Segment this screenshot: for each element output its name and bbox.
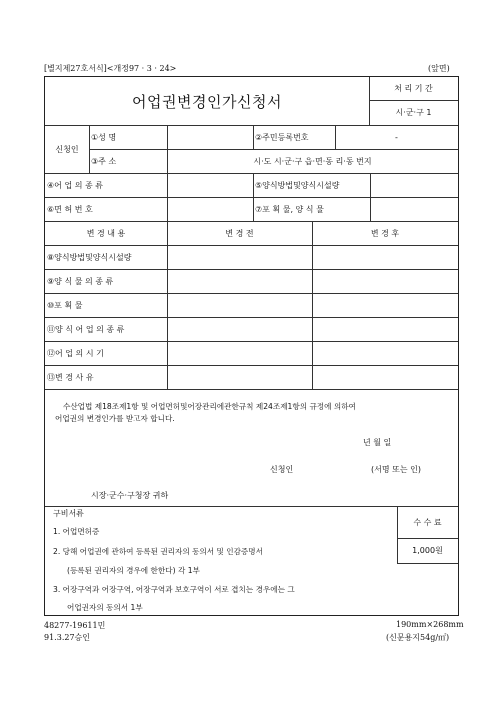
change-row-label: ⑬변 경 사 유 — [47, 372, 94, 382]
declaration-line-1: 수산업법 제18조제1항 및 어업면허및어장관리에관한규칙 제24조제1항의 규정에 의하여 — [63, 402, 356, 411]
document-item: (등록된 권리자의 경우에 한한다) 각 1부 — [67, 566, 200, 575]
change-after-header: 변 경 후 — [370, 228, 400, 238]
footer-approval: 91.3.27승인 — [44, 633, 90, 642]
divider — [45, 389, 458, 390]
name-field[interactable] — [168, 125, 253, 149]
fishery-type-field[interactable] — [168, 173, 253, 197]
footer-size: 190mm×268mm — [396, 620, 464, 629]
fee-value: 1,000원 — [412, 546, 443, 555]
footer-paper: (신문용지54g/㎡) — [386, 633, 450, 642]
catch-label: ⑦포 획 물, 양 식 물 — [255, 204, 324, 214]
change-row-label: ⑩포 획 물 — [47, 300, 83, 310]
address-label: ③주 소 — [91, 156, 117, 166]
change-row-label: ⑫어 업 의 시 기 — [47, 348, 104, 358]
date-line[interactable]: 년 월 일 — [363, 438, 392, 447]
change-row-label: ⑧양식방법및양식시설량 — [47, 252, 132, 262]
footer-code: 48277-19611민 — [44, 621, 106, 630]
license-number-field[interactable] — [168, 197, 253, 221]
applicant-sign-label: 신청인 — [270, 465, 294, 474]
applicant-section-label: 신청인 — [55, 144, 79, 154]
form-number: [별지제27호서식]<개정97 · 3 · 24> — [44, 64, 177, 73]
document-item: 2. 당해 어업권에 관하여 등록된 권리자의 동의서 및 인감증명서 — [53, 547, 263, 556]
processing-period-label: 처 리 기 간 — [394, 84, 433, 93]
method-label: ⑤양식방법및양식시설량 — [255, 180, 340, 190]
document-item: 3. 어장구역과 어장구역, 어장구역과 보호구역이 서로 겹치는 경우에는 그 — [53, 585, 295, 594]
rrn-field[interactable]: - — [395, 132, 398, 142]
divider — [312, 221, 313, 389]
divider — [167, 221, 168, 389]
recipient-line: 시장·군수·구청장 귀하 — [91, 491, 169, 500]
form-title: 어업권변경인가신청서 — [132, 92, 282, 111]
application-form — [44, 76, 459, 616]
rrn-label: ②주민등록번호 — [255, 132, 309, 142]
divider — [253, 125, 254, 149]
divider — [397, 563, 458, 564]
method-field[interactable] — [371, 173, 458, 197]
catch-field[interactable] — [371, 197, 458, 221]
document-item: 1. 어업면허증 — [53, 527, 100, 536]
signature-field[interactable]: (서명 또는 인) — [371, 465, 421, 474]
change-item-header: 변 경 내 용 — [86, 228, 126, 238]
document-item: 어업권자의 동의서 1부 — [67, 603, 143, 612]
change-row-label: ⑨양 식 물 의 종 류 — [47, 276, 114, 286]
declaration-line-2: 어업권의 변경인가를 받고자 합니다. — [55, 414, 175, 423]
documents-label: 구비서류 — [53, 509, 84, 518]
processing-period-value: 시·군·구 1 — [395, 108, 432, 117]
page-side-label: (앞면) — [428, 64, 450, 73]
license-number-label: ⑥면 허 번 호 — [47, 204, 93, 214]
change-before-header: 변 경 전 — [225, 228, 254, 238]
fee-label: 수 수 료 — [413, 517, 442, 527]
address-field[interactable]: 시·도 시·군·구 읍·면·동 리·동 번지 — [253, 156, 372, 166]
fishery-type-label: ④어 업 의 종 류 — [47, 180, 103, 190]
name-label: ①성 명 — [91, 132, 117, 142]
change-row-label: ⑪양 식 어 업 의 종 류 — [47, 324, 125, 334]
